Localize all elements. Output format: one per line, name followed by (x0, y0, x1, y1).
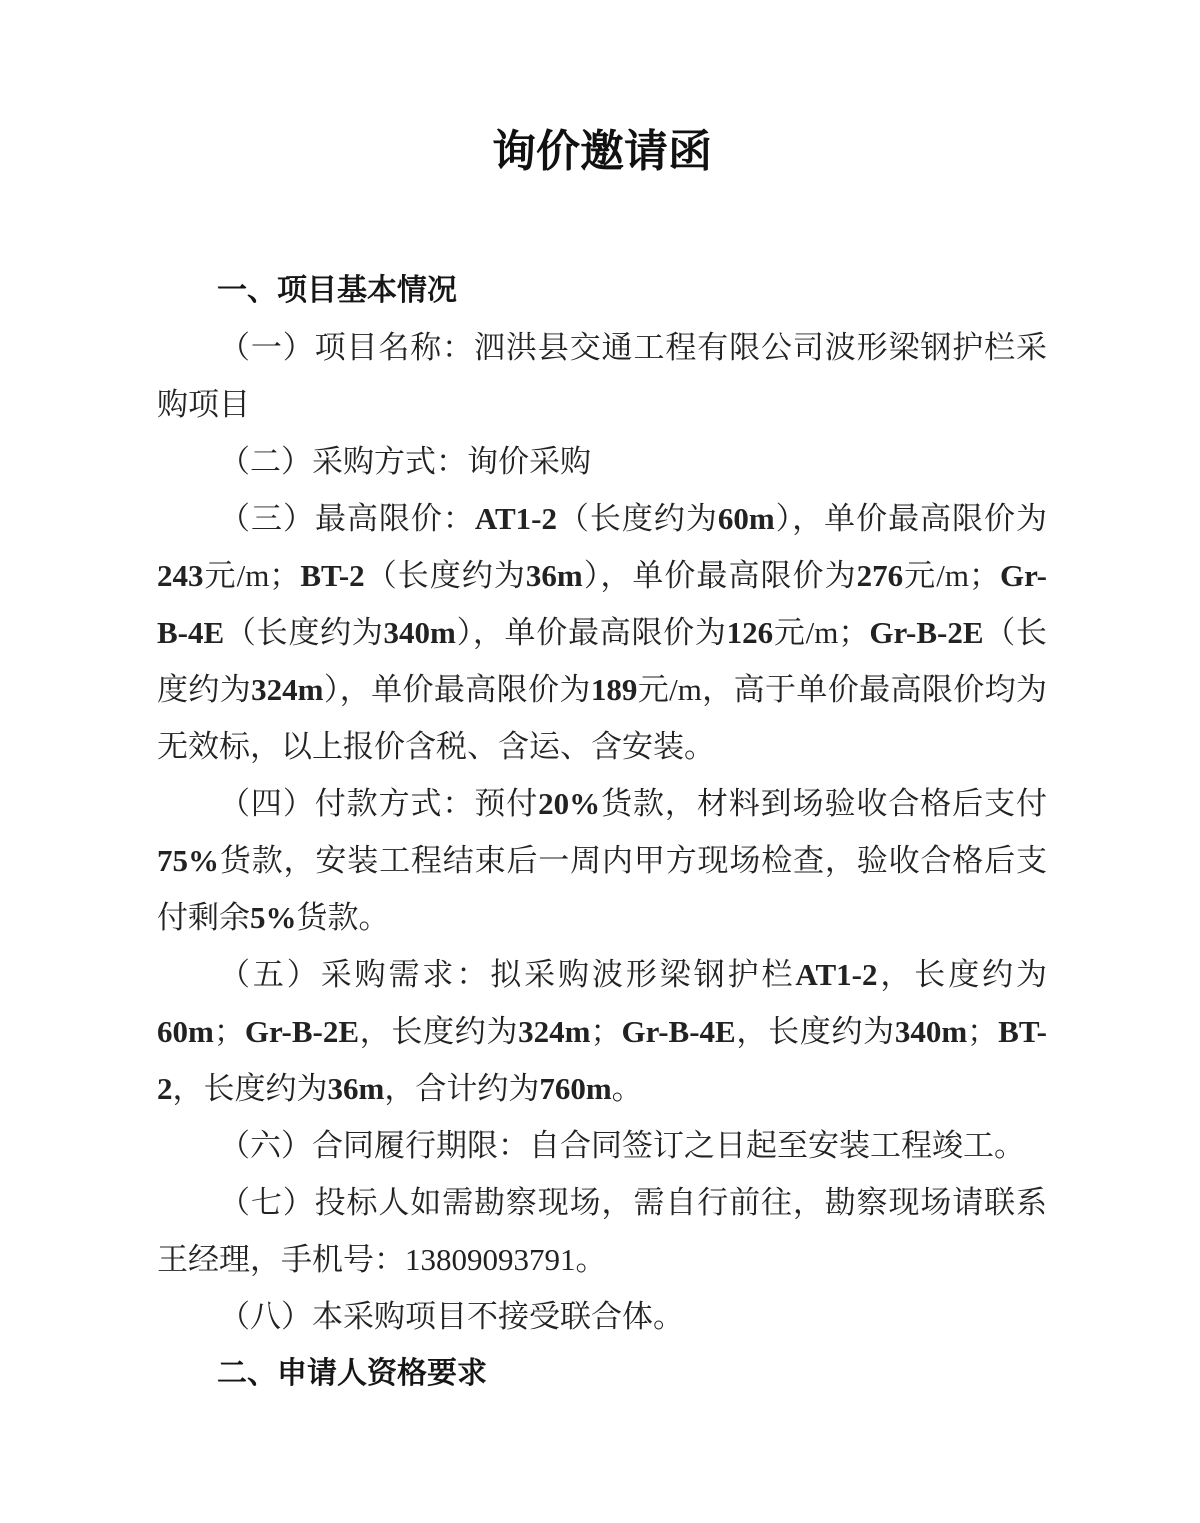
text-run: ，合计约为 (384, 1071, 540, 1106)
text-run: 货款，材料到场验收合格后支付 (600, 786, 1048, 821)
text-run-bold: 189 (590, 672, 638, 707)
text-run: ），单价最高限价为 (323, 672, 591, 707)
text-run: 一、项目基本情况 (217, 274, 457, 307)
text-run-bold: BT-2 (157, 1014, 1048, 1106)
paragraph (157, 946, 1047, 1117)
paragraph (157, 433, 1047, 490)
text-run-bold: BT-2 (300, 558, 365, 593)
text-run: 货款。 (296, 900, 390, 935)
text-run-bold: 126 (726, 615, 774, 650)
text-run-bold: 5% (250, 900, 297, 935)
paragraph (157, 775, 1047, 946)
paragraph (157, 1288, 1047, 1345)
text-run-bold: Gr-B-4E (157, 558, 1047, 650)
section-heading (157, 1345, 1047, 1402)
section-heading (157, 262, 1047, 319)
text-run: （长度约为 (224, 615, 384, 650)
text-run-bold: 20% (538, 786, 601, 821)
text-run: 元/m，高于单价最高限价均为无效标，以上报价含税、含运、含安装。 (157, 672, 1048, 764)
text-run: ），单价最高限价为 (774, 501, 1048, 536)
text-run-bold: 60m (157, 1014, 214, 1049)
text-run: （八）本采购项目不接受联合体。 (219, 1299, 684, 1334)
paragraph (157, 1117, 1047, 1174)
text-run: ； (213, 1014, 245, 1049)
text-run-bold: 276 (856, 558, 904, 593)
text-run-bold: 36m (327, 1071, 385, 1106)
text-run-bold: 324m (251, 672, 324, 707)
text-run: 。 (611, 1071, 643, 1106)
paragraph (157, 1174, 1047, 1288)
text-run: （长度约为 (364, 558, 526, 593)
text-run-bold: Gr-B-2E (869, 615, 984, 650)
text-run: （七）投标人如需勘察现场，需自行前往，勘察现场请联系王经理，手机号：13809093791。 (157, 1185, 1047, 1277)
text-run: （五）采购需求：拟采购波形梁钢护栏 (219, 957, 796, 992)
text-run: （长度约为 (556, 501, 718, 536)
text-run-bold: 340m (894, 1014, 968, 1049)
text-run: 二、申请人资格要求 (217, 1357, 487, 1390)
text-run: ； (967, 1014, 999, 1049)
text-run-bold: 60m (717, 501, 775, 536)
text-run-bold: 75% (157, 843, 219, 878)
text-run: ，长度约为 (735, 1014, 895, 1049)
text-run: ），单价最高限价为 (582, 558, 857, 593)
text-run-bold: 760m (539, 1071, 612, 1106)
text-run-bold: Gr-B-2E (244, 1014, 360, 1049)
text-run: ，长度约为 (877, 957, 1048, 992)
text-run: 元/m； (203, 558, 301, 593)
document-title: 询价邀请函 (492, 127, 712, 176)
text-run: 元/m； (903, 558, 1000, 593)
text-run: ），单价最高限价为 (455, 615, 727, 650)
text-run-bold: Gr-B-4E (621, 1014, 736, 1049)
text-run: ，长度约为 (172, 1071, 328, 1106)
text-run: （一）项目名称：泗洪县交通工程有限公司波形梁钢护栏采购项目 (157, 330, 1047, 422)
text-run: ； (590, 1014, 622, 1049)
text-run: （四）付款方式：预付 (219, 786, 539, 821)
text-run: （六）合同履行期限：自合同签订之日起至安装工程竣工。 (219, 1128, 1025, 1163)
text-run-bold: 324m (518, 1014, 591, 1049)
text-run-bold: 340m (383, 615, 456, 650)
text-run: 货款，安装工程结束后一周内甲方现场检查，验收合格后支付剩余 (157, 843, 1047, 935)
paragraph (157, 490, 1047, 775)
text-run-bold: 36m (525, 558, 583, 593)
text-run: ，长度约为 (359, 1014, 519, 1049)
text-run-bold: 243 (157, 558, 204, 593)
text-run: （长度约为 (157, 615, 1048, 707)
text-run: 元/m； (773, 615, 870, 650)
document-body (157, 262, 1047, 1402)
text-run: （三）最高限价： (219, 501, 475, 536)
paragraph (157, 319, 1047, 433)
text-run: （二）采购方式：询价采购 (219, 444, 591, 479)
text-run-bold: AT1-2 (474, 501, 557, 536)
text-run-bold: AT1-2 (795, 957, 878, 992)
